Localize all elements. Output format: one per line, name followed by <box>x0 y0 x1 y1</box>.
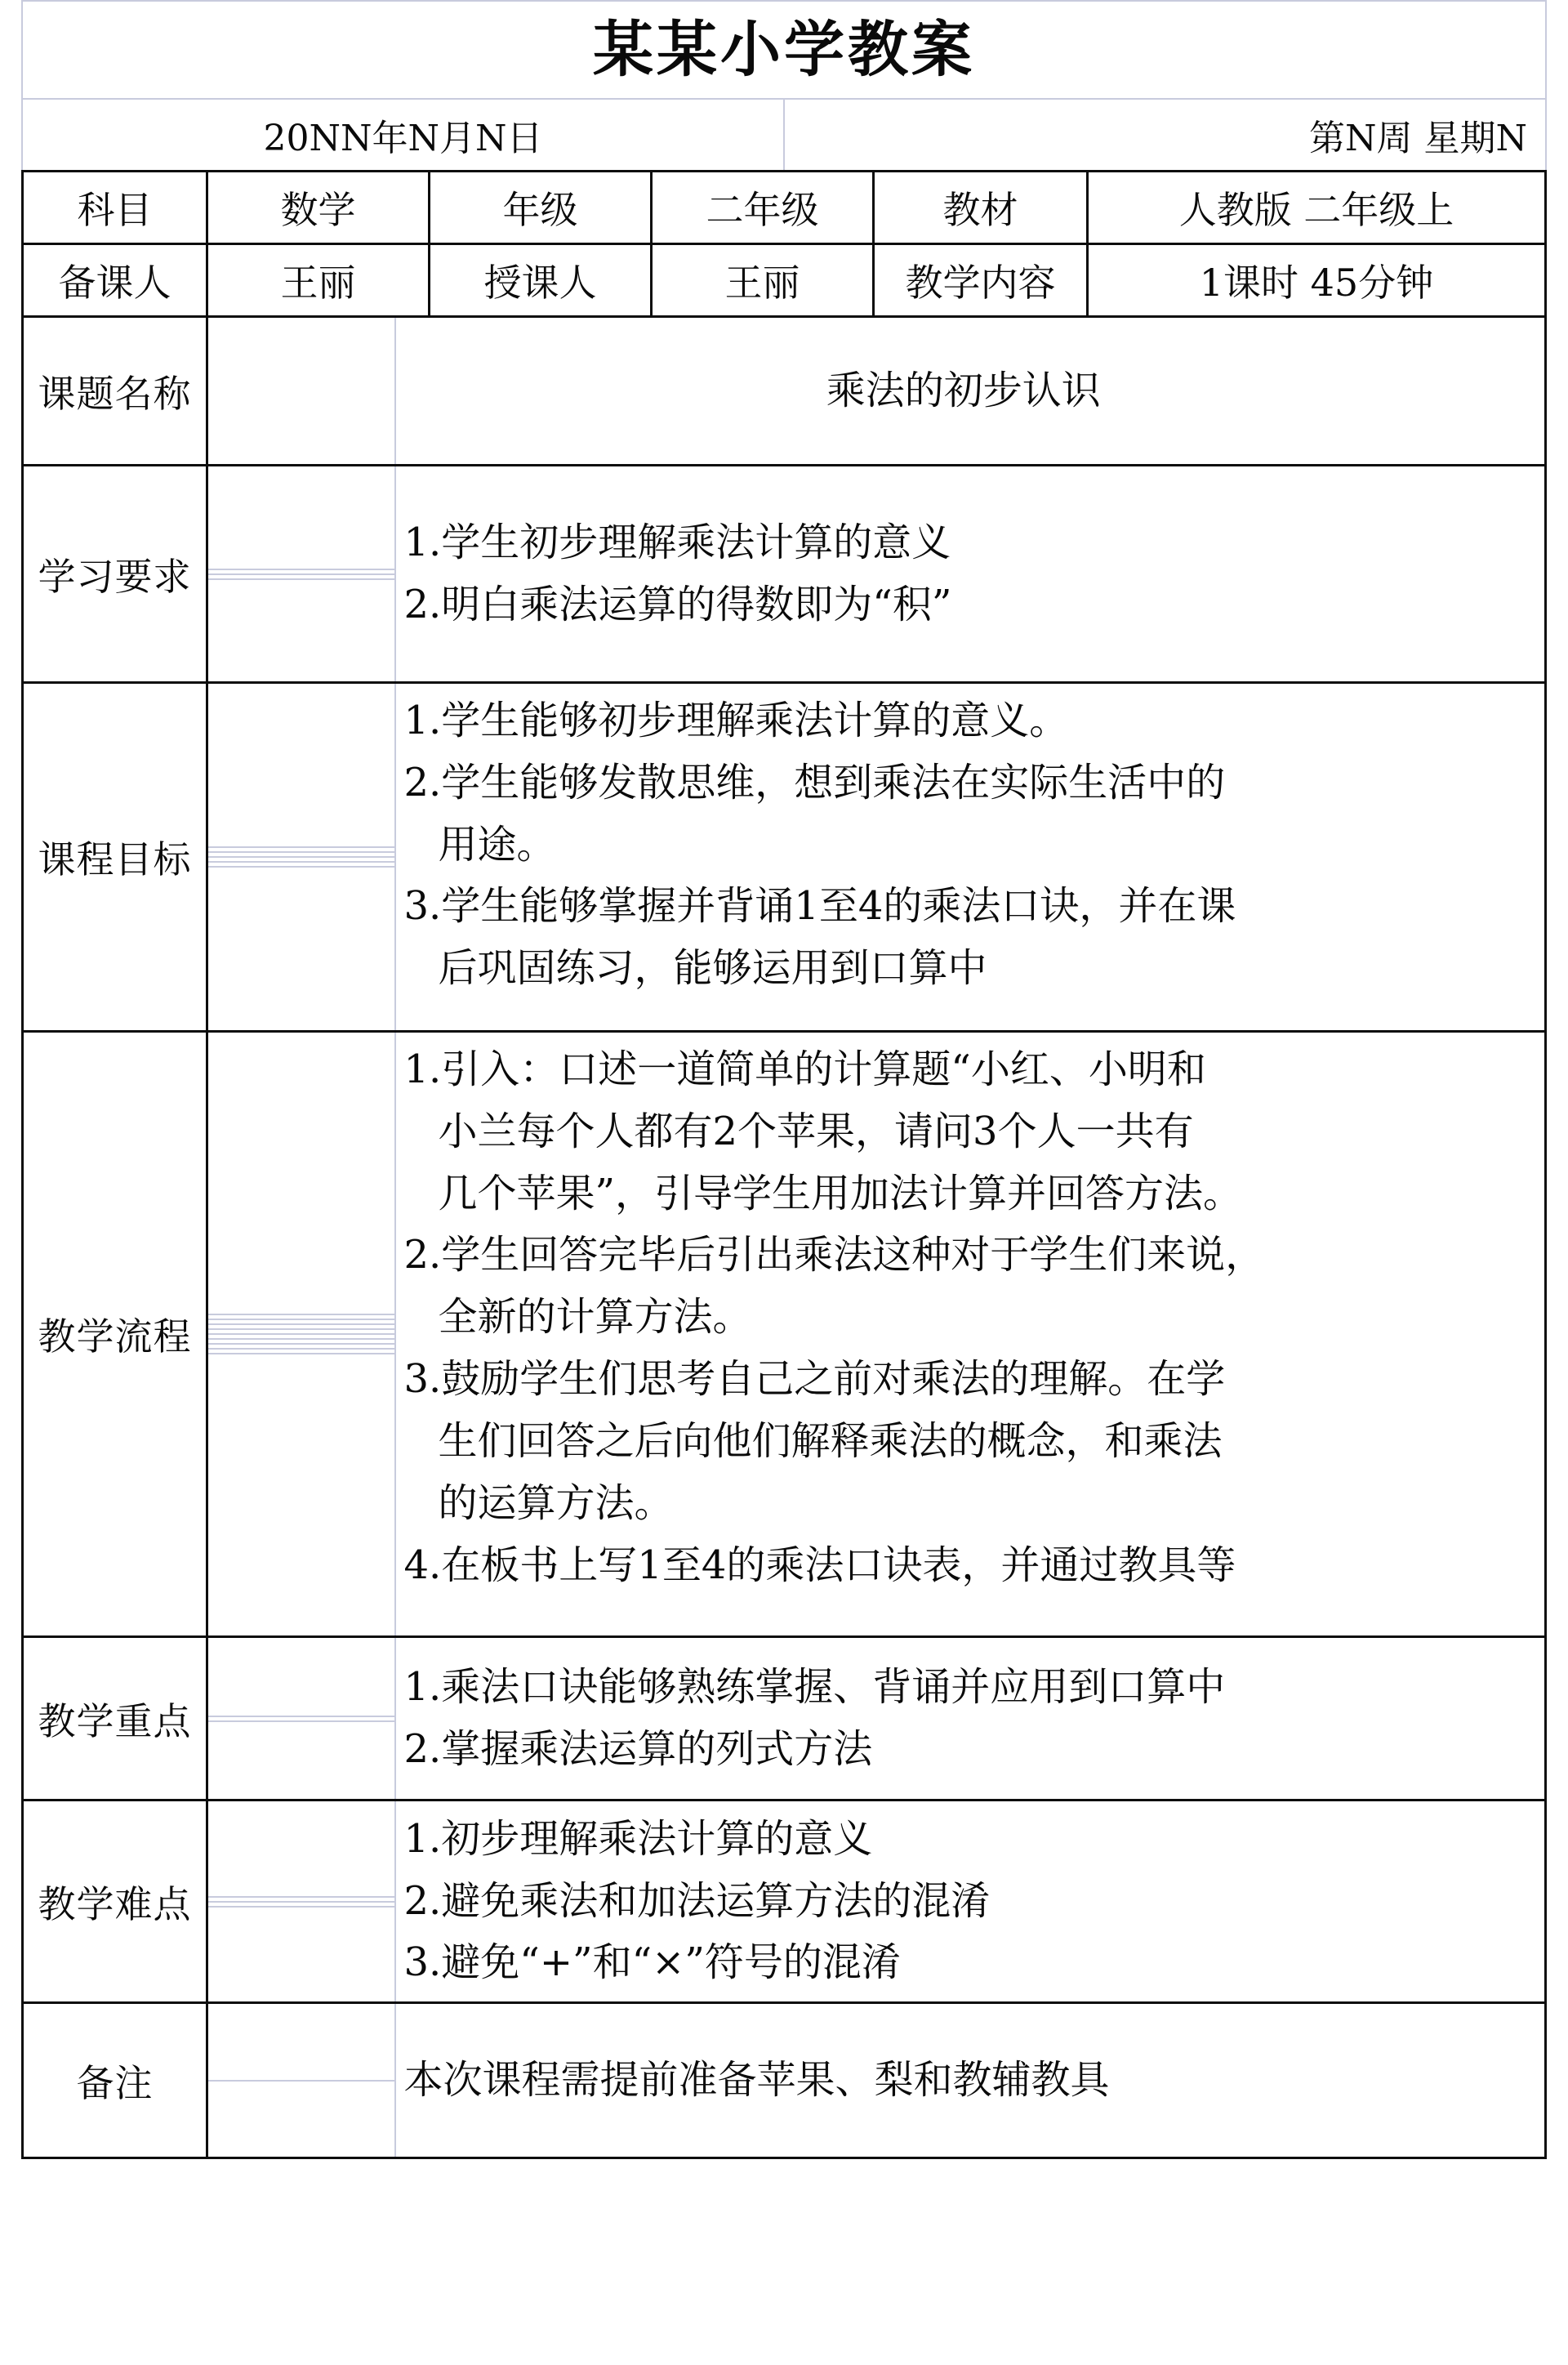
process-line: 1.引入：口述一道简单的计算题“小红、小明和 <box>403 1046 1206 1092</box>
section-label-remarks: 备注 <box>23 2003 207 2158</box>
document-header-table <box>21 0 1547 172</box>
subject-value: 数学 <box>207 172 430 244</box>
preparer-label: 备课人 <box>23 244 207 317</box>
section-label-process: 教学流程 <box>23 1032 207 1637</box>
section-body-requirements <box>395 466 1546 683</box>
section-rule-requirements <box>207 466 395 683</box>
remarks-line: 本次课程需提前准备苹果、梨和教辅教具 <box>403 2056 1110 2103</box>
section-body-topic <box>395 317 1546 466</box>
document-info-table <box>21 170 1547 318</box>
rule-stack <box>208 843 394 871</box>
objectives-line: 2.学生能够发散思维，想到乘法在实际生活中的 <box>403 759 1226 805</box>
difficulties-line: 1.初步理解乘法计算的意义 <box>403 1815 873 1862</box>
process-line: 4.在板书上写1至4的乘法口诀表，并通过教具等 <box>403 1542 1236 1588</box>
section-body-difficulties <box>395 1801 1546 2003</box>
section-rule-keypoints <box>207 1637 395 1801</box>
section-row-remarks <box>23 2003 1546 2158</box>
document-title-cell <box>22 1 1546 99</box>
instructor-label: 授课人 <box>430 244 652 317</box>
rule-stack <box>208 1893 394 1911</box>
keypoints-text <box>396 1652 1545 1786</box>
requirements-text <box>396 507 1545 641</box>
objectives-line: 用途。 <box>438 821 556 868</box>
section-label-topic: 课题名称 <box>23 317 207 466</box>
info-row-2 <box>23 244 1546 317</box>
subject-label: 科目 <box>23 172 207 244</box>
preparer-value: 王丽 <box>207 244 430 317</box>
objectives-line: 1.学生能够初步理解乘法计算的意义。 <box>403 698 1069 743</box>
section-body-process <box>395 1032 1546 1637</box>
requirements-line: 2.明白乘法运算的得数即为“积” <box>403 581 952 627</box>
process-line: 2.学生回答完毕后引出乘法这种对于学生们来说， <box>403 1232 1265 1278</box>
textbook-label: 教材 <box>874 172 1088 244</box>
instructor-value: 王丽 <box>652 244 874 317</box>
process-line: 生们回答之后向他们解释乘法的概念，和乘法 <box>438 1417 1223 1464</box>
section-row-process <box>23 1032 1546 1637</box>
content-label: 教学内容 <box>874 244 1088 317</box>
section-rule-difficulties <box>207 1801 395 2003</box>
difficulties-line: 2.避免乘法和加法运算方法的混淆 <box>403 1877 991 1924</box>
section-body-objectives <box>395 683 1546 1032</box>
section-rule-objectives <box>207 683 395 1032</box>
section-rule-process <box>207 1032 395 1637</box>
process-text <box>396 1034 1545 1601</box>
process-line: 3.鼓励学生们思考自己之前对乘法的理解。在学 <box>403 1356 1226 1403</box>
section-body-remarks <box>395 2003 1546 2158</box>
topic-value: 乘法的初步认识 <box>826 367 1101 413</box>
process-line: 的运算方法。 <box>438 1479 674 1526</box>
content-value: 1课时 45分钟 <box>1088 244 1546 317</box>
info-row-1 <box>23 172 1546 244</box>
section-row-objectives <box>23 683 1546 1032</box>
objectives-line: 3.学生能够掌握并背诵1至4的乘法口诀，并在课 <box>403 883 1236 930</box>
section-label-difficulties: 教学难点 <box>23 1801 207 2003</box>
section-row-topic <box>23 317 1546 466</box>
grade-value: 二年级 <box>652 172 874 244</box>
difficulties-line: 3.避免“+”和“×”符号的混淆 <box>403 1939 901 1986</box>
process-line: 小兰每个人都有2个苹果，请问3个人一共有 <box>438 1108 1194 1154</box>
requirements-line: 1.学生初步理解乘法计算的意义 <box>403 519 951 565</box>
keypoints-line: 1.乘法口诀能够熟练掌握、背诵并应用到口算中 <box>403 1663 1226 1710</box>
process-line: 全新的计算方法。 <box>438 1294 752 1341</box>
rule-stack <box>208 2077 394 2085</box>
rule-stack <box>208 390 394 393</box>
lesson-sections-table <box>21 315 1547 2159</box>
section-rule-topic <box>207 317 395 466</box>
section-row-difficulties <box>23 1801 1546 2003</box>
section-label-requirements: 学习要求 <box>23 466 207 683</box>
keypoints-line: 2.掌握乘法运算的列式方法 <box>403 1725 873 1772</box>
rule-stack <box>208 1310 394 1358</box>
objectives-line: 后巩固练习，能够运用到口算中 <box>438 945 987 992</box>
page-title: 某某小学教案 <box>593 15 975 85</box>
grade-label: 年级 <box>430 172 652 244</box>
section-label-keypoints: 教学重点 <box>23 1637 207 1801</box>
section-rule-remarks <box>207 2003 395 2158</box>
title-row <box>22 1 1546 99</box>
textbook-value: 人教版 二年级上 <box>1088 172 1546 244</box>
section-row-requirements <box>23 466 1546 683</box>
rule-stack <box>208 1712 394 1725</box>
date-cell: 20NN年N月N日 <box>22 99 784 171</box>
difficulties-text <box>396 1804 1545 1999</box>
section-label-objectives: 课程目标 <box>23 683 207 1032</box>
section-row-keypoints <box>23 1637 1546 1801</box>
objectives-text <box>396 685 1545 1005</box>
date-row <box>22 99 1546 171</box>
rule-stack <box>208 565 394 583</box>
process-line: 几个苹果”，引导学生用加法计算并回答方法。 <box>438 1170 1243 1216</box>
remarks-text <box>396 2045 1545 2117</box>
section-body-keypoints <box>395 1637 1546 1801</box>
week-cell: 第N周 星期N <box>784 99 1546 171</box>
